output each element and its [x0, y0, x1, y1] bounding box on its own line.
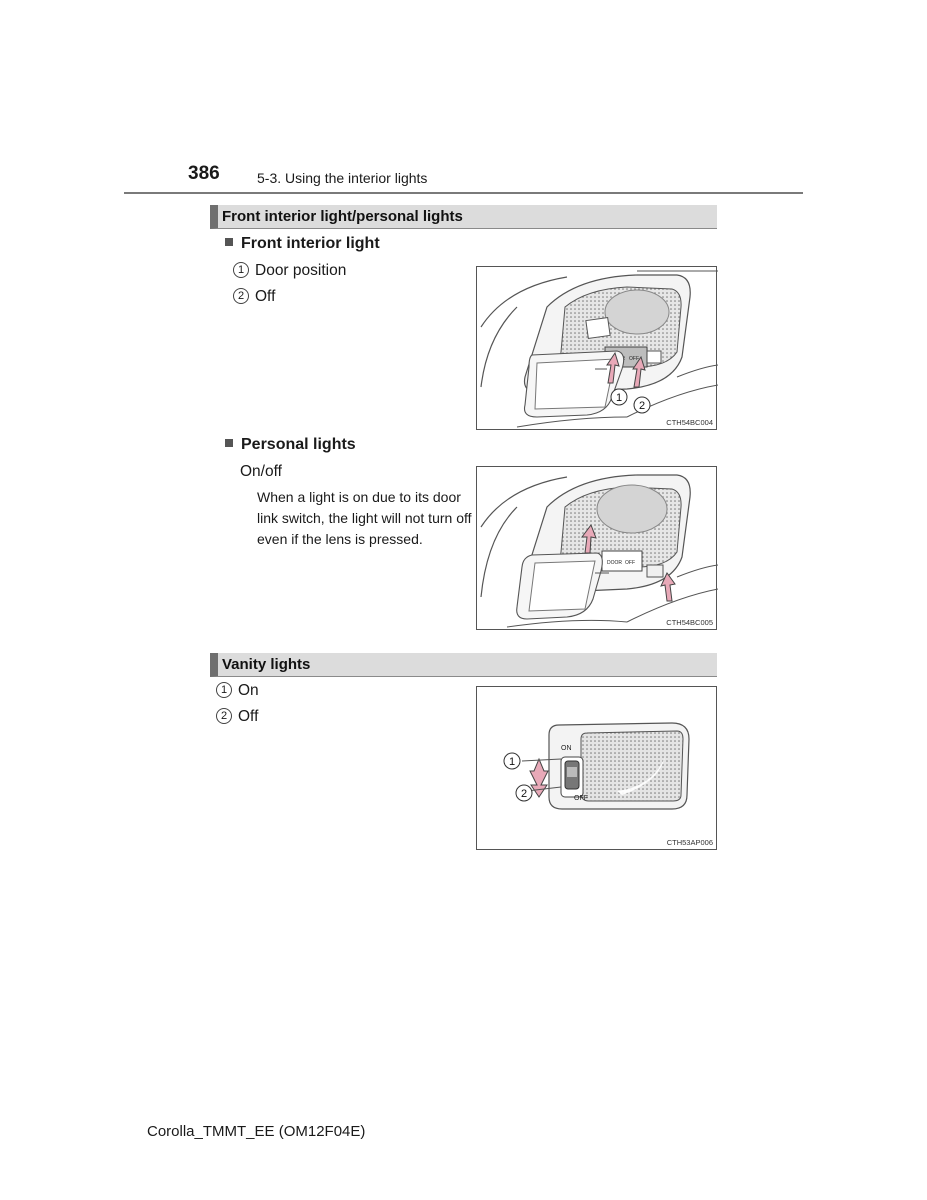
section-title: Front interior light/personal lights	[222, 208, 463, 225]
switch-on-label: ON	[561, 745, 572, 752]
personal-lights-illustration	[477, 467, 718, 631]
callout-2: 2	[638, 400, 646, 412]
circled-number: 1	[233, 262, 249, 278]
svg-text:DOOR: DOOR	[607, 560, 622, 566]
figure-vanity-lights	[476, 686, 717, 850]
list-item	[216, 708, 258, 726]
section-reference: 5-3. Using the interior lights	[257, 170, 428, 186]
note-text: When a light is on due to its door link switch, the light will not turn off even if the lens is pressed.	[257, 489, 472, 547]
section-title-bar	[210, 653, 717, 677]
circled-number: 2	[233, 288, 249, 304]
figure-front-interior-light	[476, 266, 717, 430]
circled-number: 1	[216, 682, 232, 698]
section-title-bar	[210, 205, 717, 229]
section-title: Vanity lights	[222, 656, 311, 673]
front-interior-light-illustration	[477, 267, 718, 431]
figure-personal-lights	[476, 466, 717, 630]
switch-off-label: OFF	[574, 795, 588, 802]
list-item-label: Off	[238, 708, 259, 725]
circled-number: 2	[216, 708, 232, 724]
list-item-label: Off	[255, 288, 276, 305]
callout-2: 2	[520, 788, 528, 800]
subheading-text: Front interior light	[241, 235, 380, 252]
subheading-text: Personal lights	[241, 436, 356, 453]
figure-code: CTH54BC005	[666, 618, 713, 627]
list-item	[233, 288, 275, 306]
subheading-front-interior	[225, 235, 380, 253]
list-item-label: Door position	[255, 262, 347, 279]
figure-code: CTH53AP006	[666, 838, 713, 847]
svg-text:OFF: OFF	[629, 356, 639, 362]
callout-1: 1	[508, 756, 516, 768]
list-item	[233, 262, 346, 280]
page-number: 386	[188, 163, 220, 184]
square-bullet-icon	[225, 238, 233, 246]
square-bullet-icon	[225, 439, 233, 447]
callout-1: 1	[615, 392, 623, 404]
vanity-lights-illustration	[477, 687, 718, 851]
footer-document-id: Corolla_TMMT_EE (OM12F04E)	[147, 1123, 366, 1140]
list-item	[216, 682, 259, 700]
on-off-label: On/off	[240, 463, 282, 480]
svg-text:OFF: OFF	[625, 560, 635, 566]
figure-code: CTH54BC004	[666, 418, 713, 427]
subheading-personal-lights	[225, 436, 356, 454]
header-rule	[124, 192, 803, 194]
list-item-label: On	[238, 682, 259, 699]
